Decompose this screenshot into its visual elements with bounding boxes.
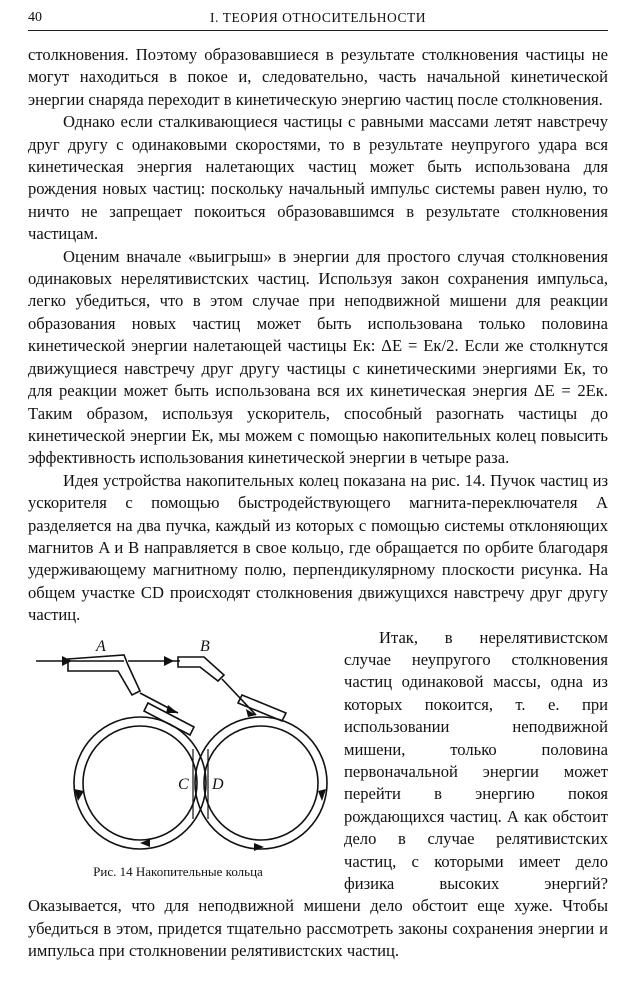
figure-caption: Рис. 14 Накопительные кольца [93, 863, 263, 879]
arrow-to-b [164, 656, 174, 666]
page-number: 40 [28, 10, 42, 25]
label-c: C [178, 775, 189, 793]
running-title: I. ТЕОРИЯ ОТНОСИТЕЛЬНОСТИ [210, 10, 426, 25]
paragraph-5: Итак, в нерелятивистском случае неупругого столкновения частиц одинаковой массы, одна из которых покоится, т. е. при использовании неподвижной мишени, только половина первоначальной энергии может перейти в энергию покоя рождающихся частиц. А как обстоит дело в случае релятивистских частиц, с которыми имеет дело физика высоких энергий? Оказывается, что для неподвижной мишени дело обстоит еще хуже. Чтобы убедиться в этом, придется тщательно рассмотреть законы сохранения энергии и импульса при столкновении релятивистских частиц. [28, 627, 608, 961]
storage-rings-diagram [28, 631, 328, 861]
paragraph-3: Оценим вначале «выигрыш» в энергии для простого случая столкновения одинаковых нерелятивистских частиц. Используя закон сохранения импульса, легко убедиться, что в этом случае при неподвижной мишени для реакции образования новых частиц может быть использована только половина кинетической энергии налетающей частицы Eк: ΔE = Eк/2. Если же столкнутся движущиеся навстречу друг другу частицы с кинетическими энергиями Eк, то для реакции может быть использована вся их кинетическая энергия ΔE = 2Eк. Таким образом, используя ускоритель, способный разогнать частицы до кинетической энергии Eк, мы можем с помощью накопительных колец повысить эффективность использования кинетической энергии в четыре раза. [28, 246, 608, 468]
page-body [28, 44, 608, 963]
paragraph-2: Однако если сталкивающиеся частицы с равными массами летят навстречу друг другу с одинаковыми скоростями, то в результате неупругого удара вся кинетическая энергия налетающих частиц может быть использована для рождения новых частиц: поскольку начальный импульс системы равен нулю, то ничто не запрещает покоиться образовавшимся в результате столкновения частицам. [28, 112, 608, 244]
arrow-left-ring [166, 705, 178, 713]
paragraph-4: Идея устройства накопительных колец показана на рис. 14. Пучок частиц из ускорителя с помощью быстродействующего магнита-переключателя A разделяется на два пучка, каждый из которых с помощью системы отклоняющих магнитов A и B направляется в свое кольцо, где обращается по орбите благодаря удерживающему магнитному полю, перпендикулярному плоскости рисунка. На общем участке CD происходят столкновения движущихся навстречу друг другу частиц. [28, 470, 608, 625]
figure-storage-rings [28, 631, 328, 883]
magnet-b [178, 657, 224, 681]
label-d: D [212, 775, 224, 793]
paragraph-1: столкновения. Поэтому образовавшиеся в результате столкновения частицы не могут находиться в покое и, следовательно, часть начальной кинетической энергии снаряда переходит в кинетическую энергию частиц после столкновения. [28, 45, 608, 109]
beam-into-right-ring [222, 679, 256, 715]
label-a: A [96, 637, 106, 655]
page-header [28, 8, 608, 31]
arrow-right-bottom [254, 843, 264, 851]
arrow-incoming [62, 656, 72, 666]
label-b: B [200, 637, 210, 655]
